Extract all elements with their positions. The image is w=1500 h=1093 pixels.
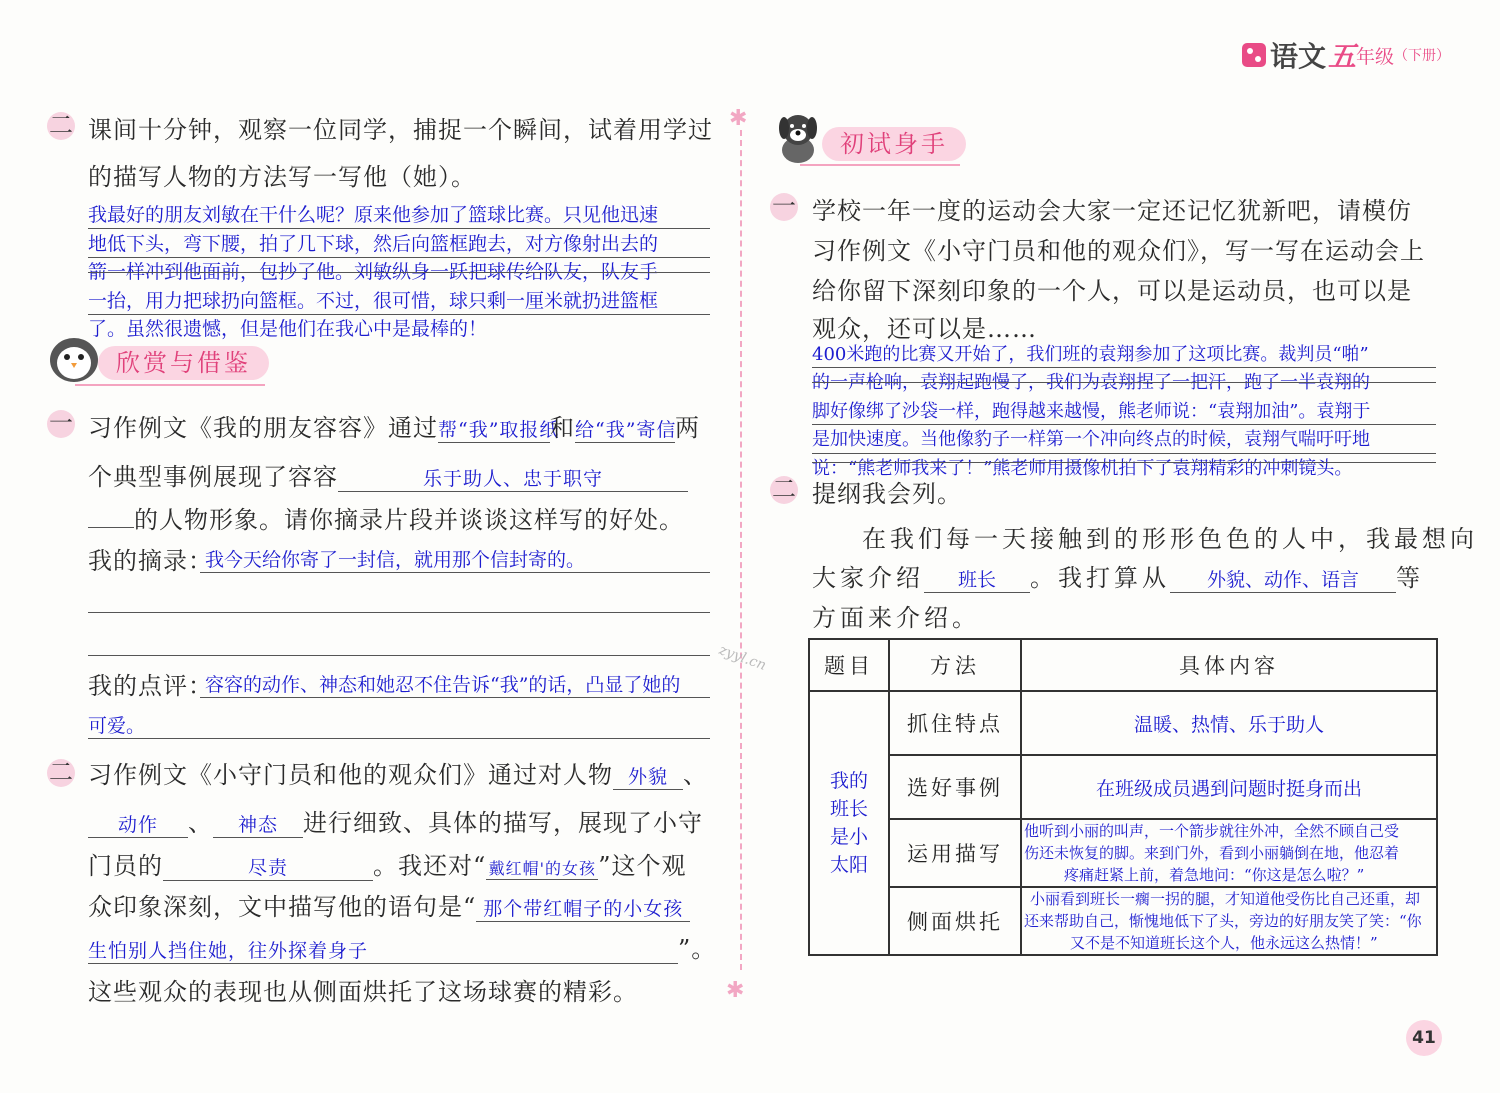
table-method: 抓住特点 [889, 691, 1021, 755]
puppy-icon [770, 108, 826, 166]
question-text: 大家介绍 班长 。我打算从 外貌、动作、语言 等 [812, 564, 1424, 592]
question-text: 的描写人物的方法写一写他（她）。 [88, 163, 476, 191]
answer-blank: 乐于助人、忠于职守 [338, 464, 688, 492]
question-text: 动作 、 神态 进行细致、具体的描写，展现了小守 [88, 803, 703, 838]
page-divider [740, 130, 742, 970]
question-text: 习作例文《我的朋友容容》通过帮“我”取报纸和给“我”寄信两 [88, 414, 700, 442]
excerpt-label: 我的摘录： [88, 547, 213, 575]
table-topic: 我的 班长 是小 太阳 [809, 691, 889, 955]
writing-line [200, 697, 710, 698]
page-number: 41 [1406, 1020, 1442, 1056]
answer-blank: 生怕别人挡住她，往外探着身子 [88, 936, 678, 964]
question-text: 给你留下深刻印象的一个人，可以是运动员，也可以是 [812, 277, 1412, 305]
answer-blank: 外貌 [613, 762, 683, 790]
answer-line: 的一声枪响，袁翔起跑慢了，我们为袁翔捏了一把汗，跑了一半袁翔的 [812, 372, 1370, 393]
answer-line: 一抬，用力把球扔向篮框。不过，很可惜，球只剩一厘米就扔进篮框 [88, 290, 659, 312]
header [1242, 38, 1450, 72]
section-title: 初试身手 [822, 127, 966, 161]
banner-underline [800, 164, 960, 166]
outline-table [808, 638, 1438, 956]
answer-line: 我最好的朋友刘敏在干什么呢？原来他参加了篮球比赛。只见他迅速 [88, 204, 659, 226]
excerpt-answer: 我今天给你寄了一封信，就用那个信封寄的。 [205, 549, 586, 571]
table-content: 在班级成员遇到问题时挺身而出 [1021, 755, 1437, 819]
table-method: 选好事例 [889, 755, 1021, 819]
table-content: 他听到小丽的叫声，一个箭步就往外冲，全然不顾自己受 伤还未恢复的脚。来到门外，看到小丽躺倒在地，他忍着 疼痛赶紧上前，着急地问：“你这是怎么啦？” [1021, 819, 1437, 887]
question-number: 二 [49, 758, 73, 786]
answer-blank: 班长 [924, 565, 1030, 593]
banner-underline [75, 384, 265, 386]
answer-line: 是加快速度。当他像豹子一样第一个冲向终点的时候，袁翔气喘吁吁地 [812, 429, 1370, 450]
table-content: 小丽看到班长一瘸一拐的腿，才知道他受伤比自己还重，却 还来帮助自己，惭愧地低下了头，旁边的好朋友笑了笑：“你 又不是不知道班长这个人，他永远这么热情！” [1021, 887, 1437, 955]
answer-blank: 帮“我”取报纸 [438, 415, 550, 443]
question-text: 这些观众的表现也从侧面烘托了这场球赛的精彩。 [88, 978, 638, 1006]
question-text: 观众，还可以是…… [812, 315, 1037, 343]
question-text: 生怕别人挡住她，往外探着身子 ”。 [88, 935, 717, 963]
answer-line: 说：“熊老师我来了！”熊老师用摄像机拍下了袁翔精彩的冲刺镜头。 [812, 458, 1353, 479]
table-method: 侧面烘托 [889, 887, 1021, 955]
answer-blank: 戴红帽'的女孩 [486, 856, 598, 880]
flower-icon: ✱ [729, 106, 748, 131]
flower-icon: ✱ [726, 978, 745, 1003]
comment-answer: 容容的动作、神态和她忍不住告诉“我”的话，凸显了她的 [205, 674, 681, 696]
table-content: 温暖、热情、乐于助人 [1021, 691, 1437, 755]
answer-blank: 外貌、动作、语言 [1170, 565, 1396, 593]
table-header: 方法 [889, 639, 1021, 691]
writing-line [88, 738, 710, 739]
question-text: 习作例文《小守门员和他的观众们》通过对人物 外貌 、 [88, 761, 708, 789]
writing-line [200, 572, 710, 573]
table-method: 运用描写 [889, 819, 1021, 887]
question-text: 门员的 尽责 。我还对“ 戴红帽'的女孩”这个观 [88, 852, 687, 880]
writing-line [812, 462, 1436, 463]
question-title: 提纲我会列。 [812, 480, 962, 508]
question-number: 二 [772, 475, 796, 503]
writing-line [88, 272, 710, 273]
question-text: 的人物形象。请你摘录片段并谈谈这样写的好处。 [88, 500, 684, 535]
penguin-icon [46, 332, 102, 384]
answer-blank: 神态 [213, 810, 303, 838]
subject-label: 语文 [1269, 40, 1326, 73]
book-icon [1242, 43, 1266, 67]
comment-answer: 可爱。 [88, 715, 146, 737]
grade-number: 五 [1327, 40, 1356, 73]
writing-line [812, 382, 1436, 383]
answer-blank: 尽责 [163, 853, 373, 881]
question-text: 学校一年一度的运动会大家一定还记忆犹新吧，请模仿 [812, 197, 1412, 225]
answer-blank: 给“我”寄信 [575, 415, 675, 443]
answer-line: 了。虽然很遗憾，但是他们在我心中是最棒的！ [88, 318, 488, 340]
table-header: 具体内容 [1021, 639, 1437, 691]
question-number: 一 [772, 192, 796, 220]
answer-line: 脚好像绑了沙袋一样，跑得越来越慢，熊老师说：“袁翔加油”。袁翔于 [812, 401, 1371, 422]
question-number: 二 [49, 111, 73, 139]
answer-line: 地低下头，弯下腰，拍了几下球，然后向篮框跑去，对方像射出去的 [88, 233, 659, 255]
answer-line: 400米跑的比赛又开始了，我们班的袁翔参加了这项比赛。裁判员“啪” [812, 344, 1369, 365]
writing-line [88, 612, 710, 613]
question-text: 方面来介绍。 [812, 604, 980, 632]
question-text: 在我们每一天接触到的形形色色的人中，我最想向 [862, 525, 1478, 553]
answer-blank: 那个带红帽子的小女孩 [476, 894, 690, 922]
answer-blank: 动作 [88, 810, 188, 838]
watermark: zyyl.cn [716, 642, 769, 674]
grade-suffix: 年级 [1355, 45, 1394, 68]
question-text: 个典型事例展现了容容 乐于助人、忠于职守 [88, 457, 688, 492]
volume-label: （下册） [1394, 48, 1450, 64]
answer-line: 箭一样冲到他面前，包抄了他。刘敏纵身一跃把球传给队友，队友手 [88, 261, 659, 283]
table-header: 题目 [809, 639, 889, 691]
comment-label: 我的点评： [88, 672, 213, 700]
section-title: 欣赏与借鉴 [98, 346, 269, 380]
writing-line [88, 655, 710, 656]
question-number: 一 [49, 409, 73, 437]
question-text: 课间十分钟，观察一位同学，捕捉一个瞬间，试着用学过 [88, 116, 713, 144]
question-text: 习作例文《小守门员和他的观众们》，写一写在运动会上 [812, 237, 1425, 265]
question-text: 众印象深刻，文中描写他的语句是“ 那个带红帽子的小女孩 [88, 887, 690, 922]
